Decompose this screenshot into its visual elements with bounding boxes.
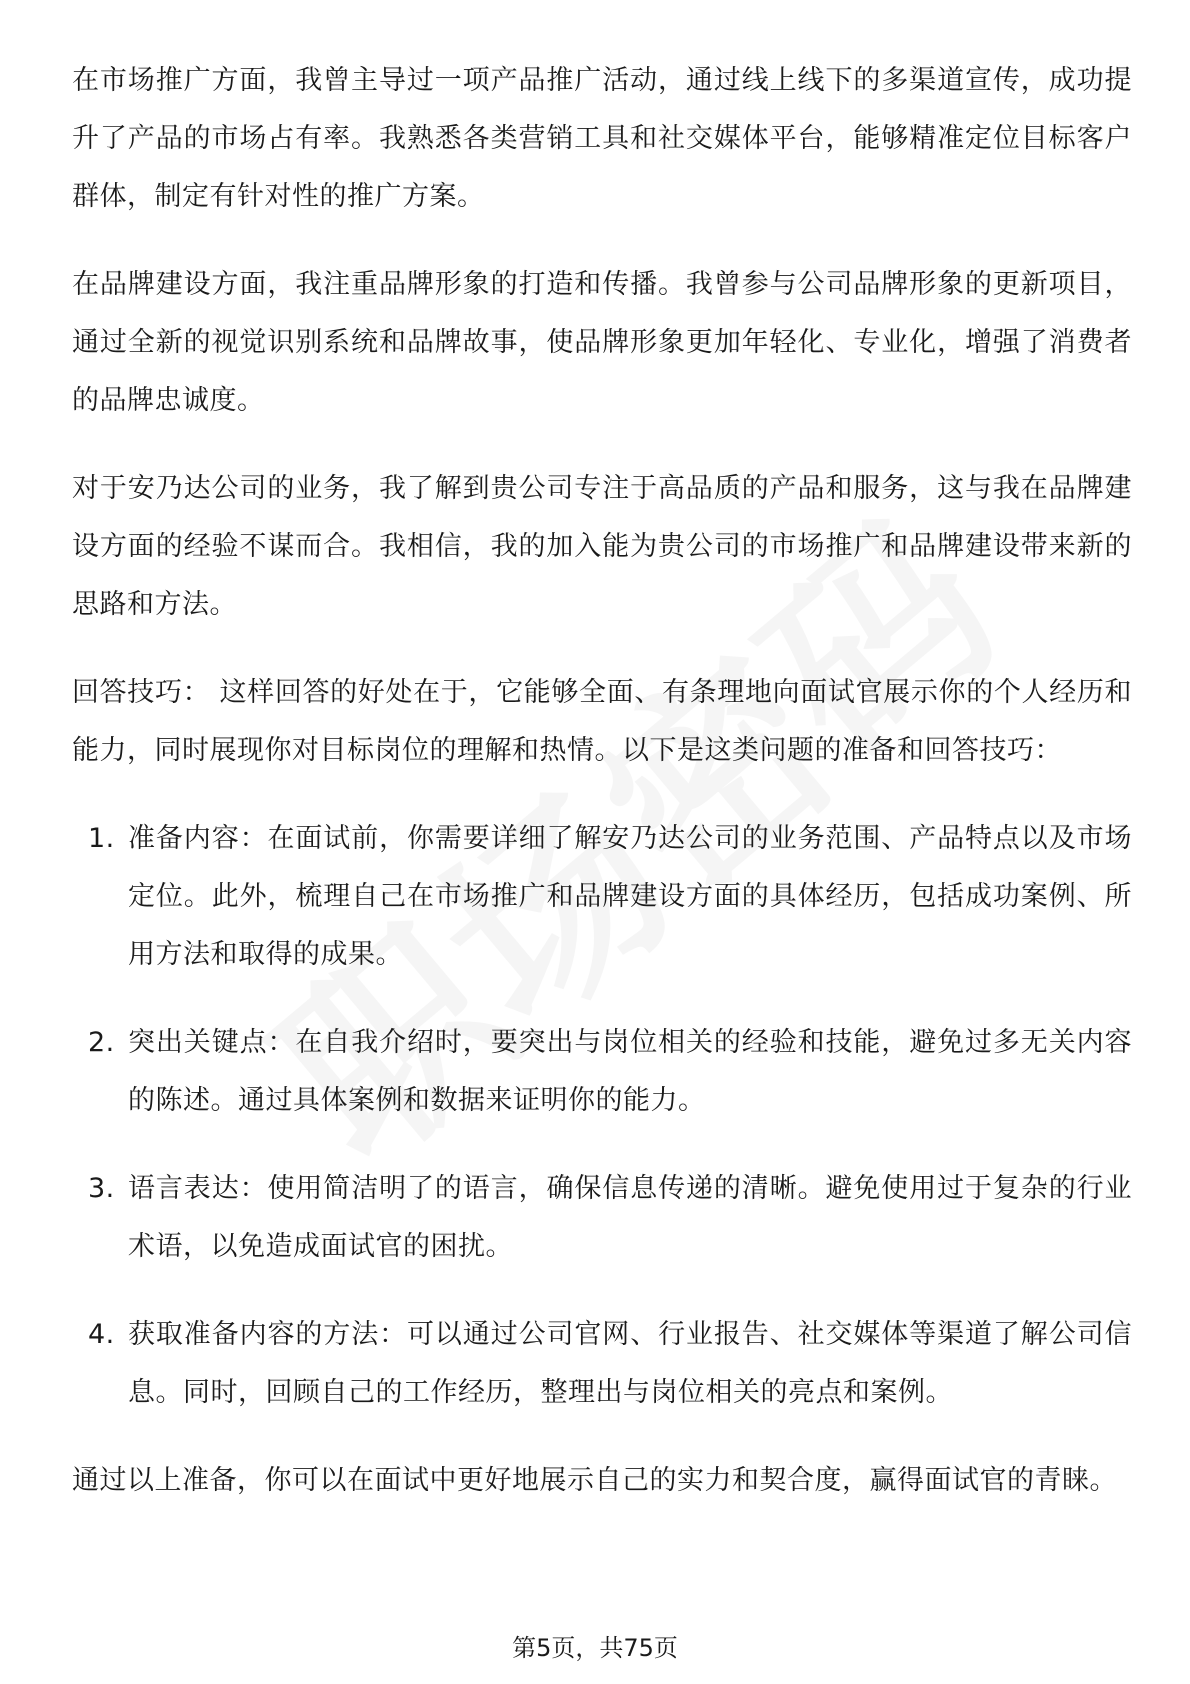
list-item-text: 获取准备内容的方法：可以通过公司官网、行业报告、社交媒体等渠道了解公司信息。同时，回顾自己的工作经历，整理出与岗位相关的亮点和案例。 <box>128 1319 1132 1408</box>
list-item <box>72 1014 1132 1130</box>
paragraph-marketing: 在市场推广方面，我曾主导过一项产品推广活动，通过线上线下的多渠道宣传，成功提升了产品的市场占有率。我熟悉各类营销工具和社交媒体平台，能够精准定位目标客户群体，制定有针对性的推广方案。 <box>72 65 1132 212</box>
paragraph-closing: 通过以上准备，你可以在面试中更好地展示自己的实力和契合度，赢得面试官的青睐。 <box>72 1465 1117 1496</box>
list-item-number: 2. <box>88 1027 115 1058</box>
list-item-text: 准备内容：在面试前，你需要详细了解安乃达公司的业务范围、产品特点以及市场定位。此外，梳理自己在市场推广和品牌建设方面的具体经历，包括成功案例、所用方法和取得的成果。 <box>128 823 1132 970</box>
tips-list <box>72 810 1132 1422</box>
list-item <box>72 1160 1132 1276</box>
page-number-footer: 第5页，共75页 <box>512 1634 678 1662</box>
page-content <box>72 52 1132 1540</box>
paragraph-company: 对于安乃达公司的业务，我了解到贵公司专注于高品质的产品和服务，这与我在品牌建设方面的经验不谋而合。我相信，我的加入能为贵公司的市场推广和品牌建设带来新的思路和方法。 <box>72 473 1132 620</box>
list-item-text: 突出关键点：在自我介绍时，要突出与岗位相关的经验和技能，避免过多无关内容的陈述。通过具体案例和数据来证明你的能力。 <box>128 1027 1132 1116</box>
list-item-text: 语言表达：使用简洁明了的语言，确保信息传递的清晰。避免使用过于复杂的行业术语，以免造成面试官的困扰。 <box>128 1173 1132 1262</box>
paragraph-answer-tips: 回答技巧： 这样回答的好处在于，它能够全面、有条理地向面试官展示你的个人经历和能力，同时展现你对目标岗位的理解和热情。以下是这类问题的准备和回答技巧： <box>72 677 1132 766</box>
list-item-number: 1. <box>88 823 115 854</box>
list-item <box>72 810 1132 984</box>
list-item-number: 4. <box>88 1319 115 1350</box>
list-item-number: 3. <box>88 1173 115 1204</box>
paragraph-branding: 在品牌建设方面，我注重品牌形象的打造和传播。我曾参与公司品牌形象的更新项目，通过全新的视觉识别系统和品牌故事，使品牌形象更加年轻化、专业化，增强了消费者的品牌忠诚度。 <box>72 269 1132 416</box>
list-item <box>72 1306 1132 1422</box>
